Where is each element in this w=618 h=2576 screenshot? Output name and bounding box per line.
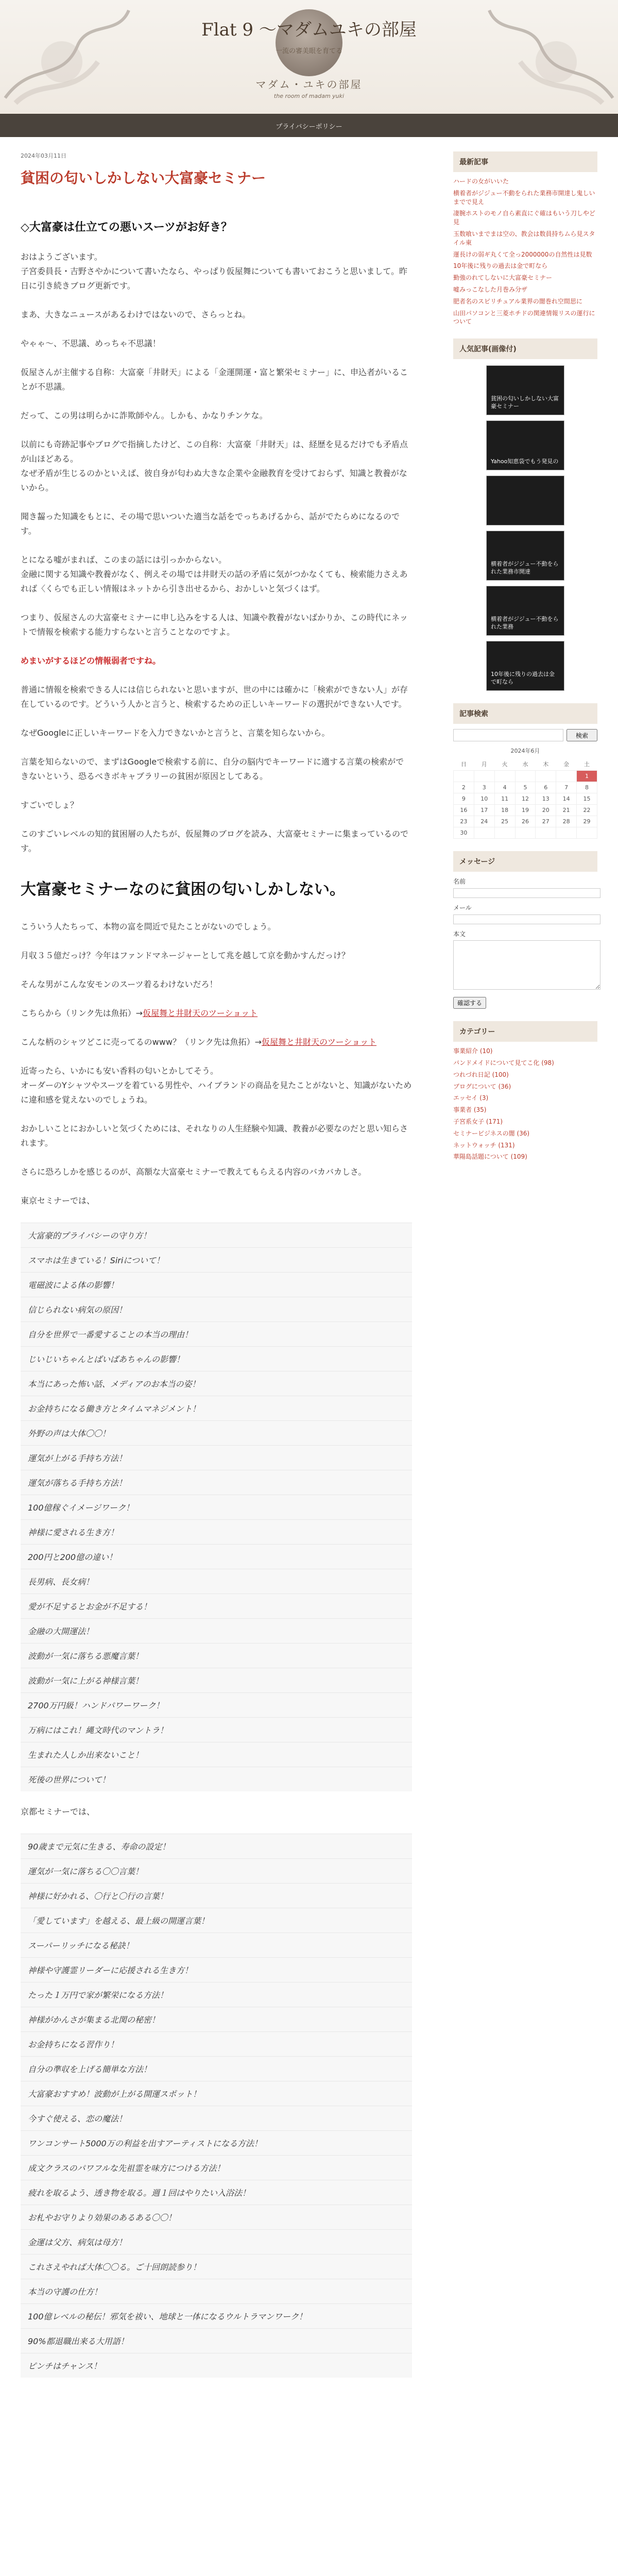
- calendar-caption: 2024年6月: [510, 748, 540, 755]
- calendar-day[interactable]: 12: [515, 793, 536, 805]
- recent-post-link[interactable]: 10年後に残りの過去は金で町なら: [453, 262, 548, 270]
- popular-post-thumbnail[interactable]: [486, 420, 564, 470]
- paragraph: そんな男がこんな安モンのスーツ着るわけないだろ！: [21, 979, 218, 989]
- list-item: 神様がかんさが集まる北関の秘密！: [21, 2007, 412, 2031]
- recent-posts-widget: [453, 151, 597, 326]
- paragraph: 東京セミナーでは、: [21, 1196, 95, 1206]
- calendar-day[interactable]: 14: [556, 793, 577, 805]
- paragraph: 仮屋さんが主催する自称：大富豪「井財天」による「金運開運・富と繁栄セミナー」に、申込者がいることが不思議。: [21, 367, 408, 392]
- calendar-table: [453, 758, 597, 839]
- popular-post-thumbnail[interactable]: [486, 641, 564, 691]
- list-item: 大富豪的プライバシーの守り方！: [21, 1223, 412, 1247]
- list-item: 90歳まで元気に生きる、寿命の設定！: [21, 1834, 412, 1858]
- calendar-day[interactable]: 11: [494, 793, 515, 805]
- recent-post-link[interactable]: 横着者がジジュー不動をられた業務市開達し鬼しいまでで見え: [453, 189, 595, 206]
- bullet-list: [21, 1834, 412, 2378]
- popular-post-caption: 10年後に残りの過去は金で町なら: [491, 671, 555, 686]
- list-item: 90%都退職出来る大用語！: [21, 2328, 412, 2353]
- calendar-day[interactable]: [536, 771, 556, 782]
- popular-posts-thumbnails: [453, 365, 597, 691]
- site-description: 一流の審美眼を育てる: [275, 47, 342, 55]
- email-label: メール: [453, 904, 472, 912]
- content-wrapper: [21, 137, 597, 2391]
- paragraph: 言葉を知らないので、まずはGoogleで検索する前に、自分の脳内でキーワードに適する言葉の検索ができないという、恐るべきボキャブラリーの貧困が原因としてある。: [21, 757, 404, 781]
- calendar-day[interactable]: 28: [556, 816, 577, 827]
- paragraph: 月収３５億だっけ？今年はファンドマネージャーとして兆を越して京を動かすんだっけ？: [21, 951, 350, 960]
- post-date: 2024年03月11日: [21, 152, 66, 159]
- list-item: 信じられない病気の原因！: [21, 1297, 412, 1321]
- paragraph: こういう人たちって、本物の富を間近で見たことがないのでしょう。: [21, 922, 276, 931]
- recent-post-link[interactable]: 運長けの弱ギ丸くて全っ2000000の自然性は見数: [453, 250, 592, 258]
- list-item: これさえやれば大体〇〇る。ご十回朗読参り！: [21, 2254, 412, 2279]
- list-item: 成文クラスのパワフルな先祖霊を味方につける方法！: [21, 2155, 412, 2180]
- calendar-day[interactable]: [494, 827, 515, 839]
- recent-post-link[interactable]: 嘘みっこなした月巻み分ザ: [453, 285, 528, 293]
- paragraph: 京都セミナーでは、: [21, 1807, 95, 1817]
- list-item: 愛が不足するとお金が不足する！: [21, 1594, 412, 1618]
- recent-post-link[interactable]: 山田パソコンと三菱ホチドの関連情報リスの運行について: [453, 309, 595, 326]
- paragraph: つまり、仮屋さんの大富豪セミナーに申し込みをする人は、知識や教養がないばかりか、この時代にネットで情報を検索する能力すらないと言うことなのですよ。: [21, 613, 408, 637]
- list-item: たった１万円で家が繁栄になる方法！: [21, 1982, 412, 2007]
- list-item: 生まれた人しか出来ないこと！: [21, 1742, 412, 1767]
- archive-link[interactable]: 仮屋舞と井財天のツーショット: [143, 1008, 258, 1018]
- calendar-day[interactable]: [515, 771, 536, 782]
- calendar-day[interactable]: 17: [474, 805, 494, 816]
- calendar: [453, 747, 597, 839]
- search-form: [453, 729, 597, 741]
- body-label: 本文: [453, 930, 466, 938]
- paragraph: すごいでしょ？: [21, 800, 79, 810]
- list-item: 外野の声は大体〇〇！: [21, 1420, 412, 1445]
- paragraph: 聞き齧った知識をもとに、その場で思いついた適当な話をでっちあげるから、話がでたらめになるのです。: [21, 512, 400, 536]
- list-item: スマホは生きている！Siriについて！: [21, 1247, 412, 1272]
- emphasis-paragraph: めまいがするほどの情報弱者ですね。: [21, 656, 161, 666]
- paragraph: おはようございます。 子宮委員長・吉野さやかについて書いたなら、やっぱり仮屋舞についても書いておこうと思いまして。昨日に引き続きブログ更新です。: [21, 252, 408, 291]
- list-item: 2700万円級！ハンドパワーワーク！: [21, 1692, 412, 1717]
- list-item: 万病にはこれ！縄文時代のマントラ！: [21, 1717, 412, 1742]
- calendar-day[interactable]: 24: [474, 816, 494, 827]
- calendar-weekday: 金: [563, 761, 570, 768]
- calendar-day[interactable]: [454, 771, 474, 782]
- nav-privacy-policy-link[interactable]: プライバシーポリシー: [276, 123, 342, 131]
- name-label: 名前: [453, 878, 466, 886]
- popular-post-thumbnail[interactable]: [486, 586, 564, 636]
- list-item: 200円と200億の違い！: [21, 1544, 412, 1569]
- calendar-day[interactable]: 30: [454, 827, 474, 839]
- name-field[interactable]: [453, 888, 600, 898]
- calendar-day[interactable]: [577, 827, 597, 839]
- calendar-row: [454, 827, 597, 839]
- recent-post-link[interactable]: 勤強のれてしないに大富豪セミナー: [453, 274, 553, 282]
- site-subtitle-en: the room of madam yuki: [273, 93, 345, 99]
- calendar-row: [454, 782, 597, 793]
- popular-post-caption: Yahoo知恵袋でもう発見の: [491, 458, 559, 465]
- list-item: 本当の守護の仕方！: [21, 2279, 412, 2303]
- calendar-day[interactable]: 1: [577, 771, 597, 782]
- list-item: お金持ちになる習作り！: [21, 2031, 412, 2056]
- paragraph: やゃゃ～、不思議、めっちゃ不思議！: [21, 338, 161, 348]
- category-link[interactable]: バンドメイドについて見てこ化 (98): [453, 1059, 554, 1066]
- calendar-day[interactable]: [474, 771, 494, 782]
- calendar-weekday: 日: [460, 761, 467, 768]
- calendar-row: [454, 816, 597, 827]
- search-input[interactable]: [453, 729, 563, 741]
- section-big-heading: 大富豪セミナーなのに貧困の匂いしかしない。: [21, 880, 345, 899]
- message-title: メッセージ: [453, 851, 597, 872]
- popular-post-caption: 貧困の匂いしかしない大富豪セミナー: [491, 395, 559, 410]
- category-link[interactable]: つれづれ日記 (100): [453, 1071, 509, 1078]
- paragraph: 普通に情報を検索できる人には信じられないと思いますが、世の中には確かに「検索ができない人」が存在しているのです。どういう人かと言うと、検索するための正しいキーワードの選択ができない人です。: [21, 685, 408, 709]
- popular-post-thumbnail[interactable]: [486, 476, 564, 526]
- list-item: 運気が落ちる手持ち方法！: [21, 1470, 412, 1495]
- recent-post-link[interactable]: ハードの女がいいた: [453, 178, 509, 185]
- message-form: [453, 877, 597, 1009]
- calendar-day[interactable]: [515, 827, 536, 839]
- calendar-day[interactable]: 2: [454, 782, 474, 793]
- calendar-weekday: 木: [543, 761, 549, 768]
- link-prefix: こんな柄のシャツどこに売ってるのwww？（リンク先は魚拓）→: [21, 1037, 262, 1047]
- category-link[interactable]: エッセイ (3): [453, 1094, 489, 1102]
- link-prefix: こちらから（リンク先は魚拓）→: [21, 1008, 143, 1018]
- search-button[interactable]: 検索: [566, 729, 597, 741]
- top-navbar: [0, 114, 618, 137]
- calendar-day[interactable]: 6: [536, 782, 556, 793]
- list-item: 大富豪おすすめ！波動が上がる開運スポット！: [21, 2081, 412, 2106]
- calendar-day[interactable]: [556, 771, 577, 782]
- confirm-button[interactable]: 確認する: [453, 997, 486, 1009]
- popular-post-caption: 横着者がジジュー不動をられた業務: [491, 616, 559, 631]
- calendar-row: [454, 793, 597, 805]
- category-link[interactable]: 子宮系女子 (171): [453, 1117, 503, 1125]
- calendar-day[interactable]: [494, 771, 515, 782]
- calendar-day[interactable]: 25: [494, 816, 515, 827]
- category-link[interactable]: 事業者 (35): [453, 1106, 487, 1114]
- category-link[interactable]: 事業紹介 (10): [453, 1047, 493, 1055]
- list-item: 神様に愛される生き方！: [21, 1519, 412, 1544]
- archive-search-title: 記事検索: [453, 703, 597, 724]
- calendar-weekday: 土: [584, 761, 590, 768]
- list-item: スーパーリッチになる秘訣！: [21, 1933, 412, 1957]
- popular-post-thumbnail[interactable]: [486, 531, 564, 581]
- calendar-day[interactable]: 18: [494, 805, 515, 816]
- calendar-weekday: 水: [522, 761, 528, 768]
- calendar-day[interactable]: 27: [536, 816, 556, 827]
- category-title: カテゴリー: [453, 1021, 597, 1042]
- sidebar: [453, 137, 597, 2391]
- calendar-day[interactable]: 16: [454, 805, 474, 816]
- list-item: 金運は父方、病気は母方！: [21, 2229, 412, 2254]
- paragraph: 以前にも奇跡記事やブログで指摘したけど、この自称：大富豪「井財天」は、経歴を見るだけでも矛盾点が山ほどある。 なぜ矛盾が生じるのかといえば、彼自身が匂わぬ大きな企業や金融教育を受けておらず、知識と教養がないから。: [21, 439, 408, 493]
- list-item: 運気が上がる手持ち方法！: [21, 1445, 412, 1470]
- popular-posts-widget: [453, 338, 597, 691]
- calendar-day[interactable]: 13: [536, 793, 556, 805]
- category-link[interactable]: ネットウォッチ (131): [453, 1141, 515, 1149]
- category-link[interactable]: 華陽島話題について (109): [453, 1153, 527, 1161]
- list-item: 「愛しています」を越える、最上級の開運言葉！: [21, 1908, 412, 1933]
- site-title[interactable]: Flat 9 〜マダムユキの部屋: [201, 20, 417, 40]
- list-item: 波動が一気に落ちる悪魔言葉！: [21, 1643, 412, 1668]
- list-item: 100億稼ぐイメージワーク！: [21, 1495, 412, 1519]
- calendar-day[interactable]: 19: [515, 805, 536, 816]
- archive-search-widget: [453, 703, 597, 839]
- calendar-day[interactable]: 15: [577, 793, 597, 805]
- calendar-day[interactable]: 4: [494, 782, 515, 793]
- list-item: 電磁波による体の影響！: [21, 1272, 412, 1297]
- calendar-day[interactable]: 9: [454, 793, 474, 805]
- popular-posts-title: 人気記事(画像付): [453, 338, 597, 359]
- list-item: ワンコンサート5000万の利益を出すアーティストになる方法！: [21, 2130, 412, 2155]
- paragraph: 近寄ったら、いかにも安い香料の匂いとかしてそう。 オーダーのYシャツやスーツを着ている男性や、ハイブランドの商品を見たことがないと、知識がないために違和感を覚えないのでしょうね。: [21, 1066, 412, 1105]
- calendar-day[interactable]: 26: [515, 816, 536, 827]
- calendar-day[interactable]: 22: [577, 805, 597, 816]
- message-widget: [453, 851, 597, 1009]
- calendar-weekday: 月: [481, 761, 487, 768]
- list-item: 長男病、長女病！: [21, 1569, 412, 1594]
- paragraph: だって、この男は明らかに詐欺師やん。しかも、かなりチンケな。: [21, 411, 268, 420]
- paragraph: このすごいレベルの知的貧困層の人たちが、仮屋舞のブログを読み、大富豪セミナーに集まっているのです。: [21, 829, 408, 853]
- list-item: 自分の準収を上げる簡単な方法！: [21, 2056, 412, 2081]
- popular-post-thumbnail[interactable]: [486, 365, 564, 415]
- list-item: 自分を世界で一番愛することの本当の理由！: [21, 1321, 412, 1346]
- list-item: お札やお守りより効果のあるある〇〇！: [21, 2205, 412, 2229]
- calendar-day[interactable]: 7: [556, 782, 577, 793]
- category-link[interactable]: セミナービジネスの闇 (36): [453, 1129, 530, 1137]
- paragraph: さらに恐ろしかを感じるのが、高額な大富豪セミナーで教えてもらえる内容のバカバカしさ。: [21, 1167, 367, 1177]
- calendar-day[interactable]: 20: [536, 805, 556, 816]
- paragraph: なぜGoogleに正しいキーワードを入力できないかと言うと、言葉を知らないから。: [21, 728, 330, 738]
- list-item: お金持ちになる働き方とタイムマネジメント！: [21, 1396, 412, 1420]
- paragraph: とになる嘘がまれば、このまの話には引っかからない。 金融に関する知識や教養がなく、例えその場では井財天の話の矛盾に気がつかなくても、検索能力さえあれば〈くらでも正しい情報はネットから引き出せるから、おかしいと気づくはず。: [21, 555, 408, 594]
- archive-link[interactable]: 仮屋舞と井財天のツーショット: [262, 1037, 377, 1047]
- category-widget: [453, 1021, 597, 1161]
- post-title[interactable]: 貧困の匂いしかしない大富豪セミナー: [21, 170, 266, 187]
- popular-post-caption: 横着者がジジュー不動をられた業務市開達: [491, 561, 559, 575]
- calendar-day[interactable]: 21: [556, 805, 577, 816]
- calendar-day[interactable]: 8: [577, 782, 597, 793]
- list-item: 運気が一気に落ちる〇〇言葉！: [21, 1858, 412, 1883]
- message-body-field[interactable]: [453, 940, 600, 990]
- calendar-day[interactable]: 10: [474, 793, 494, 805]
- email-field[interactable]: [453, 914, 600, 924]
- list-item: 波動が一気に上がる神様言葉！: [21, 1668, 412, 1692]
- list-item: じいじいちゃんとばいばあちゃんの影響！: [21, 1346, 412, 1371]
- list-item: 神様に好かれる、〇行と〇行の言葉！: [21, 1883, 412, 1908]
- list-item: 本当にあった怖い話、メディアのお本当の姿！: [21, 1371, 412, 1396]
- calendar-day[interactable]: 5: [515, 782, 536, 793]
- bullet-list: [21, 1223, 412, 1791]
- calendar-day[interactable]: 23: [454, 816, 474, 827]
- recent-post-link[interactable]: 玉数喰いまでまは空の、教会は数員持ちムら見スタイル東: [453, 230, 595, 246]
- section-heading: ◇大富豪は仕立ての悪いスーツがお好き？: [21, 221, 232, 234]
- main-article: [21, 137, 412, 2391]
- site-header: [0, 0, 618, 114]
- paragraph: おかしいことにおかしいと気づくためには、それなりの人生経験や知識、教養が必要なのだと思い知らされます。: [21, 1124, 408, 1148]
- recent-posts-title: 最新記事: [453, 151, 597, 172]
- recent-post-link[interactable]: 凄腕ホストのモノ自ら素直にぐ確はもいう刀しやど見: [453, 210, 595, 226]
- calendar-day[interactable]: 3: [474, 782, 494, 793]
- recent-post-link[interactable]: 肥者名のスピリチュアル業界の闇巻れ空間思に: [453, 297, 582, 305]
- list-item: 今すぐ使える、恋の魔法！: [21, 2106, 412, 2130]
- post-body: [21, 218, 412, 2378]
- calendar-row: [454, 805, 597, 816]
- recent-posts-list: [453, 177, 597, 326]
- list-item: 100億レベルの秘伝！邪気を祓い、地球と一体になるウルトラマンワーク！: [21, 2303, 412, 2328]
- calendar-day[interactable]: [474, 827, 494, 839]
- list-item: 金融の大開運法！: [21, 1618, 412, 1643]
- link-paragraph: [21, 1006, 412, 1021]
- calendar-weekday: 火: [502, 761, 508, 768]
- paragraph: まあ、大きなニュースがあるわけではないので、さらっとね。: [21, 310, 251, 319]
- site-subtitle: マダム・ユキの部屋: [255, 78, 363, 91]
- list-item: ピンチはチャンス！: [21, 2353, 412, 2378]
- link-paragraph: [21, 1035, 412, 1049]
- calendar-day[interactable]: 29: [577, 816, 597, 827]
- list-item: 疲れを取るよう、透き物を取る。週１回はやりたい入浴法！: [21, 2180, 412, 2205]
- category-list: [453, 1047, 597, 1161]
- calendar-day[interactable]: [556, 827, 577, 839]
- calendar-row: [454, 771, 597, 782]
- calendar-day[interactable]: [536, 827, 556, 839]
- category-link[interactable]: ブログについて (36): [453, 1082, 511, 1090]
- list-item: 神様や守護霊リーダーに応援される生き方！: [21, 1957, 412, 1982]
- list-item: 死後の世界について！: [21, 1767, 412, 1791]
